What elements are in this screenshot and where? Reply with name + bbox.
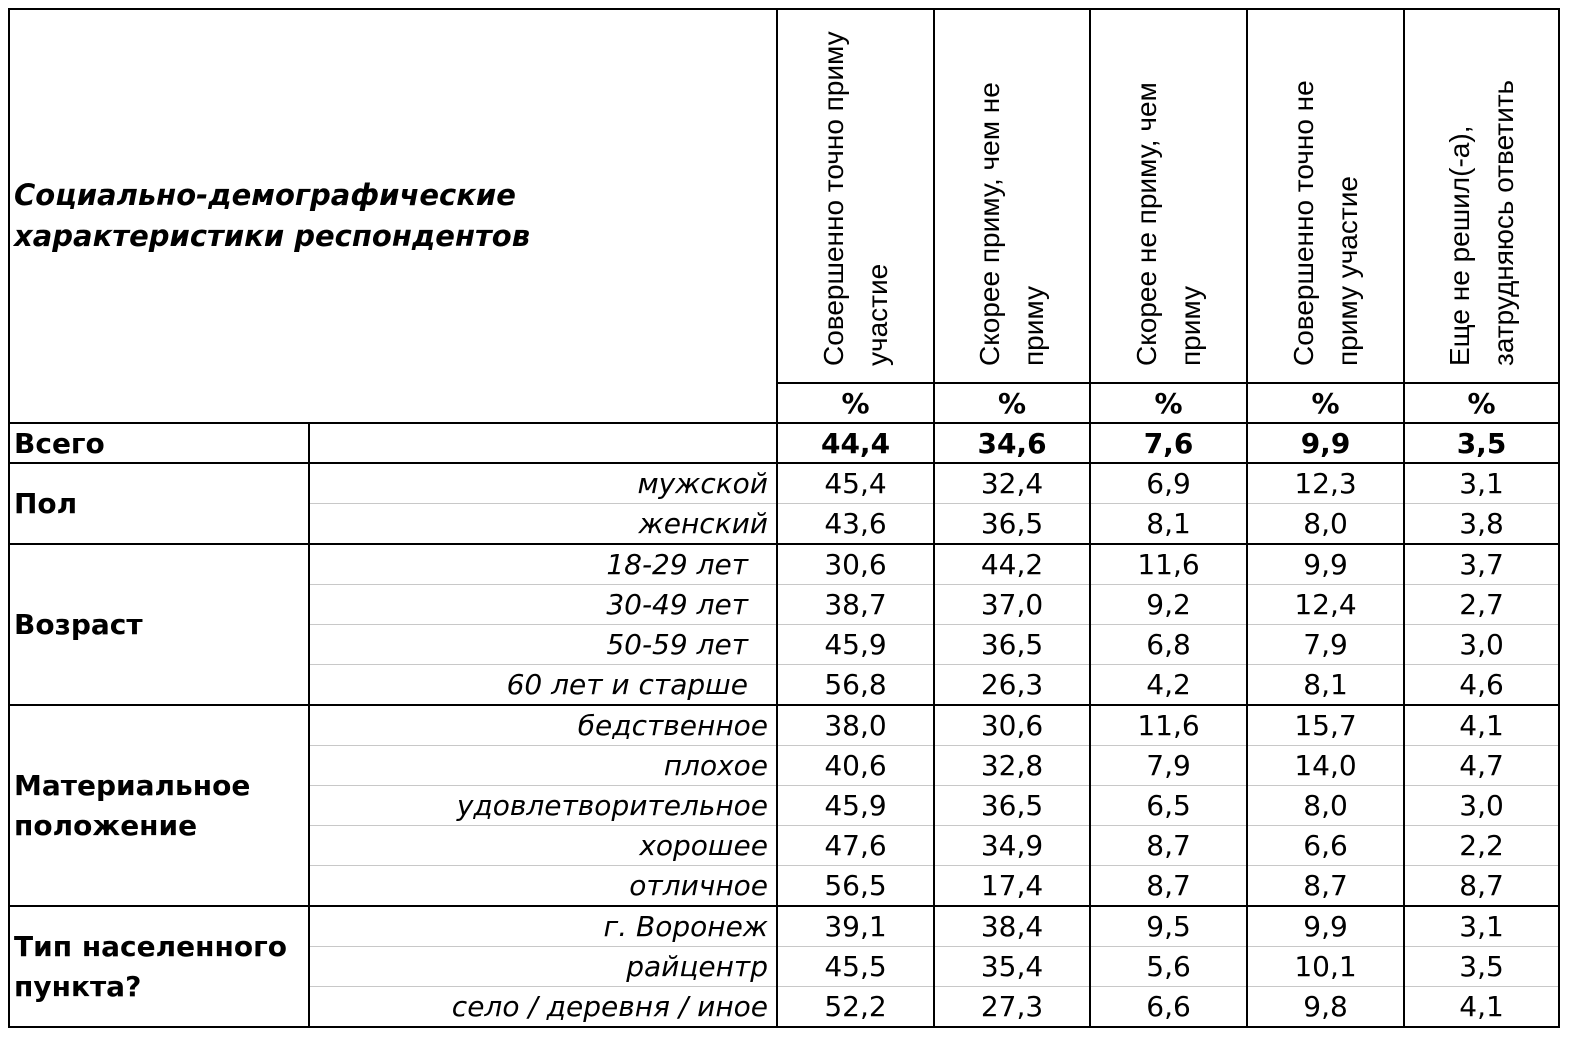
row-label: отличное bbox=[309, 866, 777, 907]
value-cell: 6,9 bbox=[1090, 463, 1247, 504]
value-cell: 3,1 bbox=[1404, 906, 1559, 947]
value-cell: 45,9 bbox=[777, 786, 934, 826]
value-cell: 12,4 bbox=[1247, 585, 1404, 625]
value-cell: 7,9 bbox=[1090, 746, 1247, 786]
row-label: мужской bbox=[309, 463, 777, 504]
row-label: райцентр bbox=[309, 947, 777, 987]
total-value: 34,6 bbox=[934, 423, 1090, 463]
value-cell: 5,6 bbox=[1090, 947, 1247, 987]
value-cell: 9,9 bbox=[1247, 544, 1404, 585]
value-cell: 8,1 bbox=[1247, 665, 1404, 706]
header-row bbox=[9, 9, 1559, 383]
total-row bbox=[9, 423, 1559, 463]
column-header-label: Еще не решил(-а), затрудняюсь ответить bbox=[1443, 79, 1519, 366]
value-cell: 3,8 bbox=[1404, 504, 1559, 545]
value-cell: 32,4 bbox=[934, 463, 1090, 504]
column-header bbox=[1404, 9, 1559, 383]
value-cell: 40,6 bbox=[777, 746, 934, 786]
value-cell: 30,6 bbox=[934, 705, 1090, 746]
total-value: 44,4 bbox=[777, 423, 934, 463]
row-label: 18-29 лет bbox=[309, 544, 777, 585]
value-cell: 8,0 bbox=[1247, 786, 1404, 826]
value-cell: 47,6 bbox=[777, 826, 934, 866]
value-cell: 27,3 bbox=[934, 987, 1090, 1028]
value-cell: 6,8 bbox=[1090, 625, 1247, 665]
table-row bbox=[9, 463, 1559, 504]
row-label: 60 лет и старше bbox=[309, 665, 777, 706]
column-header bbox=[1090, 9, 1247, 383]
value-cell: 36,5 bbox=[934, 786, 1090, 826]
total-label: Всего bbox=[9, 423, 309, 463]
table-row bbox=[9, 705, 1559, 746]
unit-cell: % bbox=[777, 383, 934, 423]
table-row bbox=[9, 544, 1559, 585]
value-cell: 9,2 bbox=[1090, 585, 1247, 625]
value-cell: 10,1 bbox=[1247, 947, 1404, 987]
value-cell: 4,7 bbox=[1404, 746, 1559, 786]
row-label: плохое bbox=[309, 746, 777, 786]
value-cell: 8,7 bbox=[1247, 866, 1404, 907]
value-cell: 43,6 bbox=[777, 504, 934, 545]
value-cell: 4,1 bbox=[1404, 705, 1559, 746]
row-label: 50-59 лет bbox=[309, 625, 777, 665]
value-cell: 8,7 bbox=[1090, 826, 1247, 866]
table-title: Социально-демографические характеристики респондентов bbox=[9, 9, 777, 423]
column-header bbox=[934, 9, 1090, 383]
value-cell: 9,5 bbox=[1090, 906, 1247, 947]
total-value: 7,6 bbox=[1090, 423, 1247, 463]
value-cell: 8,0 bbox=[1247, 504, 1404, 545]
column-header-label: Скорее не приму, чем приму bbox=[1130, 82, 1206, 366]
unit-cell: % bbox=[934, 383, 1090, 423]
value-cell: 6,6 bbox=[1247, 826, 1404, 866]
value-cell: 4,1 bbox=[1404, 987, 1559, 1028]
value-cell: 7,9 bbox=[1247, 625, 1404, 665]
value-cell: 38,4 bbox=[934, 906, 1090, 947]
group-label: Тип населенного пункта? bbox=[9, 906, 309, 1027]
column-header bbox=[1247, 9, 1404, 383]
total-value: 3,5 bbox=[1404, 423, 1559, 463]
column-header bbox=[777, 9, 934, 383]
value-cell: 26,3 bbox=[934, 665, 1090, 706]
row-label: г. Воронеж bbox=[309, 906, 777, 947]
value-cell: 3,5 bbox=[1404, 947, 1559, 987]
value-cell: 52,2 bbox=[777, 987, 934, 1028]
column-header-label: Совершенно точно приму участие bbox=[817, 31, 893, 366]
total-empty-cell bbox=[309, 423, 777, 463]
value-cell: 45,9 bbox=[777, 625, 934, 665]
value-cell: 37,0 bbox=[934, 585, 1090, 625]
value-cell: 45,5 bbox=[777, 947, 934, 987]
row-label: бедственное bbox=[309, 705, 777, 746]
row-label: хорошее bbox=[309, 826, 777, 866]
value-cell: 36,5 bbox=[934, 625, 1090, 665]
value-cell: 2,2 bbox=[1404, 826, 1559, 866]
value-cell: 6,5 bbox=[1090, 786, 1247, 826]
group-label: Возраст bbox=[9, 544, 309, 705]
value-cell: 32,8 bbox=[934, 746, 1090, 786]
value-cell: 4,6 bbox=[1404, 665, 1559, 706]
value-cell: 2,7 bbox=[1404, 585, 1559, 625]
column-header-label: Скорее приму, чем не приму bbox=[974, 82, 1050, 366]
unit-cell: % bbox=[1404, 383, 1559, 423]
value-cell: 17,4 bbox=[934, 866, 1090, 907]
row-label: село / деревня / иное bbox=[309, 987, 777, 1028]
value-cell: 36,5 bbox=[934, 504, 1090, 545]
unit-cell: % bbox=[1090, 383, 1247, 423]
unit-cell: % bbox=[1247, 383, 1404, 423]
value-cell: 45,4 bbox=[777, 463, 934, 504]
value-cell: 8,1 bbox=[1090, 504, 1247, 545]
value-cell: 34,9 bbox=[934, 826, 1090, 866]
value-cell: 8,7 bbox=[1404, 866, 1559, 907]
value-cell: 56,8 bbox=[777, 665, 934, 706]
value-cell: 38,0 bbox=[777, 705, 934, 746]
value-cell: 9,9 bbox=[1247, 906, 1404, 947]
value-cell: 11,6 bbox=[1090, 544, 1247, 585]
value-cell: 3,0 bbox=[1404, 786, 1559, 826]
row-label: удовлетворительное bbox=[309, 786, 777, 826]
value-cell: 44,2 bbox=[934, 544, 1090, 585]
value-cell: 9,8 bbox=[1247, 987, 1404, 1028]
value-cell: 6,6 bbox=[1090, 987, 1247, 1028]
value-cell: 3,7 bbox=[1404, 544, 1559, 585]
row-label: 30-49 лет bbox=[309, 585, 777, 625]
value-cell: 4,2 bbox=[1090, 665, 1247, 706]
value-cell: 15,7 bbox=[1247, 705, 1404, 746]
value-cell: 3,0 bbox=[1404, 625, 1559, 665]
value-cell: 12,3 bbox=[1247, 463, 1404, 504]
value-cell: 8,7 bbox=[1090, 866, 1247, 907]
column-header-label: Совершенно точно не приму участие bbox=[1287, 80, 1363, 366]
value-cell: 56,5 bbox=[777, 866, 934, 907]
value-cell: 11,6 bbox=[1090, 705, 1247, 746]
value-cell: 35,4 bbox=[934, 947, 1090, 987]
survey-table bbox=[8, 8, 1560, 1028]
row-label: женский bbox=[309, 504, 777, 545]
total-value: 9,9 bbox=[1247, 423, 1404, 463]
group-label: Материальное положение bbox=[9, 705, 309, 906]
value-cell: 39,1 bbox=[777, 906, 934, 947]
value-cell: 14,0 bbox=[1247, 746, 1404, 786]
value-cell: 38,7 bbox=[777, 585, 934, 625]
group-label: Пол bbox=[9, 463, 309, 544]
value-cell: 30,6 bbox=[777, 544, 934, 585]
value-cell: 3,1 bbox=[1404, 463, 1559, 504]
table-row bbox=[9, 906, 1559, 947]
